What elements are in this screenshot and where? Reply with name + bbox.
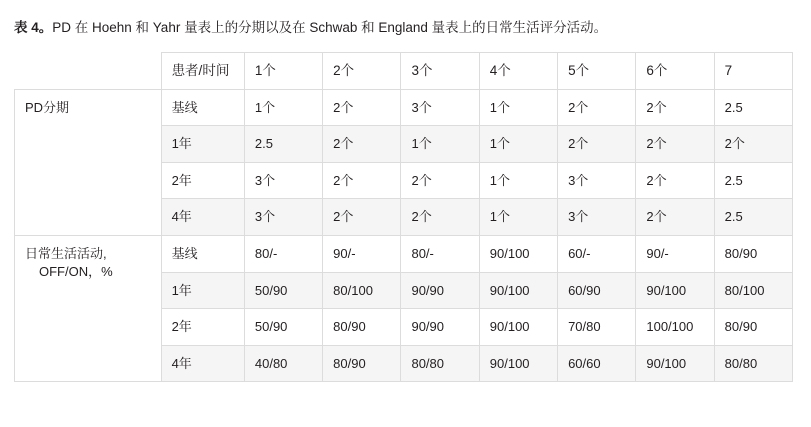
cell-value: 100/100	[636, 309, 714, 346]
cell-value: 2.5	[714, 89, 792, 126]
cell-value: 90/100	[479, 345, 557, 382]
table-header-row	[15, 52, 793, 89]
row-time-label: 1年	[161, 126, 244, 163]
cell-value: 2个	[323, 89, 401, 126]
cell-value: 1个	[479, 162, 557, 199]
table-caption-number: 表 4。	[14, 20, 53, 35]
cell-value: 90/100	[479, 272, 557, 309]
cell-value: 60/-	[558, 235, 636, 272]
cell-value: 3个	[558, 162, 636, 199]
cell-value: 80/100	[323, 272, 401, 309]
cell-value: 2.5	[714, 162, 792, 199]
header-cell-blank	[15, 52, 162, 89]
section-label-adl	[15, 235, 162, 381]
cell-value: 90/90	[401, 309, 479, 346]
cell-value: 2个	[714, 126, 792, 163]
cell-value: 60/90	[558, 272, 636, 309]
cell-value: 50/90	[244, 272, 322, 309]
cell-value: 2个	[558, 126, 636, 163]
section-label-text: 日常生活活动,	[25, 245, 107, 261]
cell-value: 80/90	[323, 345, 401, 382]
row-time-label: 4年	[161, 199, 244, 236]
cell-value: 3个	[401, 89, 479, 126]
section-label-text: PD分期	[25, 99, 70, 115]
cell-value: 50/90	[244, 309, 322, 346]
cell-value: 40/80	[244, 345, 322, 382]
cell-value: 90/100	[479, 235, 557, 272]
row-time-label: 1年	[161, 272, 244, 309]
row-time-label: 2年	[161, 162, 244, 199]
cell-value: 2.5	[714, 199, 792, 236]
table-header	[15, 52, 793, 89]
cell-value: 80/90	[714, 309, 792, 346]
table-caption	[0, 0, 811, 52]
header-cell-patient-7: 7	[714, 52, 792, 89]
section-label-pd-staging	[15, 89, 162, 235]
cell-value: 90/100	[479, 309, 557, 346]
cell-value: 3个	[244, 199, 322, 236]
table-body	[15, 89, 793, 381]
header-cell-patient-1: 1个	[244, 52, 322, 89]
section-label-text-line2: OFF/ON，%	[39, 263, 113, 279]
cell-value: 80/100	[714, 272, 792, 309]
cell-value: 2.5	[244, 126, 322, 163]
cell-value: 1个	[244, 89, 322, 126]
cell-value: 80/-	[401, 235, 479, 272]
cell-value: 90/90	[401, 272, 479, 309]
row-time-label: 2年	[161, 309, 244, 346]
table-caption-text: PD 在 Hoehn 和 Yahr 量表上的分期以及在 Schwab 和 England 量表上的日常生活评分活动。	[52, 20, 608, 35]
table-row	[15, 235, 793, 272]
row-time-label: 4年	[161, 345, 244, 382]
header-cell-patient-time: 患者/时间	[161, 52, 244, 89]
cell-value: 2个	[323, 199, 401, 236]
cell-value: 3个	[244, 162, 322, 199]
cell-value: 80/80	[714, 345, 792, 382]
header-cell-patient-4: 4个	[479, 52, 557, 89]
header-cell-patient-6: 6个	[636, 52, 714, 89]
cell-value: 3个	[558, 199, 636, 236]
cell-value: 2个	[636, 199, 714, 236]
cell-value: 60/60	[558, 345, 636, 382]
cell-value: 80/-	[244, 235, 322, 272]
cell-value: 90/-	[323, 235, 401, 272]
cell-value: 2个	[636, 162, 714, 199]
cell-value: 2个	[401, 199, 479, 236]
cell-value: 2个	[323, 126, 401, 163]
row-time-label: 基线	[161, 89, 244, 126]
cell-value: 80/90	[714, 235, 792, 272]
cell-value: 1个	[401, 126, 479, 163]
cell-value: 90/100	[636, 345, 714, 382]
table-row	[15, 89, 793, 126]
cell-value: 2个	[558, 89, 636, 126]
clinical-data-table	[14, 52, 793, 383]
header-cell-patient-5: 5个	[558, 52, 636, 89]
cell-value: 70/80	[558, 309, 636, 346]
cell-value: 2个	[323, 162, 401, 199]
cell-value: 1个	[479, 199, 557, 236]
cell-value: 80/90	[323, 309, 401, 346]
cell-value: 1个	[479, 126, 557, 163]
header-cell-patient-2: 2个	[323, 52, 401, 89]
cell-value: 2个	[401, 162, 479, 199]
cell-value: 1个	[479, 89, 557, 126]
cell-value: 80/80	[401, 345, 479, 382]
cell-value: 90/100	[636, 272, 714, 309]
header-cell-patient-3: 3个	[401, 52, 479, 89]
cell-value: 2个	[636, 89, 714, 126]
row-time-label: 基线	[161, 235, 244, 272]
cell-value: 2个	[636, 126, 714, 163]
cell-value: 90/-	[636, 235, 714, 272]
